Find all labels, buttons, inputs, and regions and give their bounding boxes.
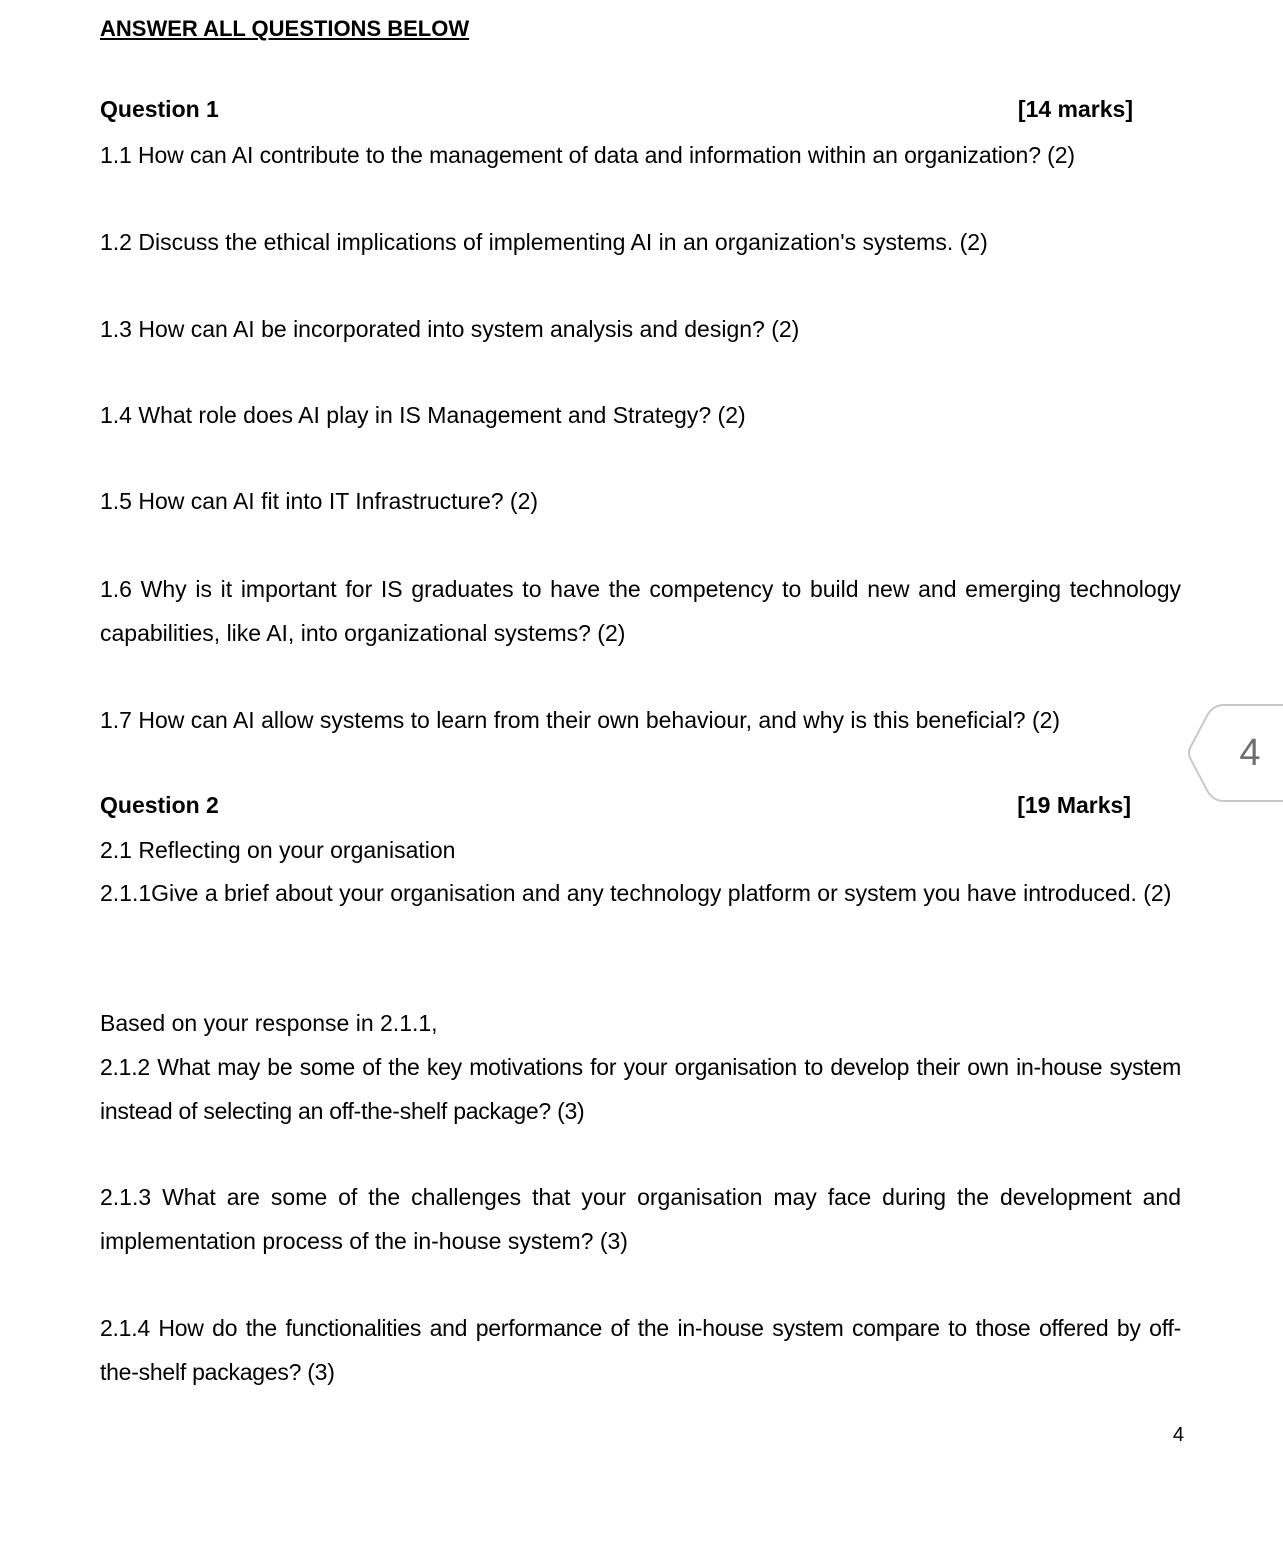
- question-1-6: 1.6 Why is it important for IS graduates to have the competency to build new and emerging technology capabilities, like AI, into organizational systems? (2): [100, 576, 1181, 646]
- question-2-1-2: 2.1.2 What may be some of the key motivations for your organisation to develop their own in-house system instead of selecting an off-the-shelf package? (3): [100, 1054, 1181, 1124]
- question-1-7: 1.7 How can AI allow systems to learn from their own behaviour, and why is this beneficial? (2): [100, 707, 1061, 733]
- question-2-1-1: 2.1.1Give a brief about your organisation and any technology platform or system you have introduced. (2): [100, 880, 1172, 906]
- question-2-subheading: 2.1 Reflecting on your organisation: [100, 837, 456, 863]
- question-1-title: Question 1: [100, 96, 219, 122]
- question-1-5: 1.5 How can AI fit into IT Infrastructure? (2): [100, 488, 539, 514]
- question-2-1-4: 2.1.4 How do the functionalities and performance of the in-house system compare to those offered by off-the-shelf packages? (3): [100, 1315, 1181, 1385]
- question-1-2: 1.2 Discuss the ethical implications of implementing AI in an organization's systems. (2): [100, 229, 988, 255]
- page-number: 4: [1172, 1424, 1184, 1446]
- question-2-intro: Based on your response in 2.1.1,: [100, 1010, 438, 1036]
- main-heading: ANSWER ALL QUESTIONS BELOW: [100, 16, 470, 41]
- question-2-1-3: 2.1.3 What are some of the challenges that your organisation may face during the development and implementation process of the in-house system? (3): [100, 1184, 1181, 1254]
- question-1-marks: [14 marks]: [1017, 96, 1133, 122]
- question-2-marks: [19 Marks]: [1017, 792, 1131, 818]
- question-1-1: 1.1 How can AI contribute to the management of data and information within an organization? (2): [100, 142, 1075, 168]
- question-1-4: 1.4 What role does AI play in IS Management and Strategy? (2): [100, 402, 746, 428]
- question-1-3: 1.3 How can AI be incorporated into system analysis and design? (2): [100, 316, 800, 342]
- page-tab-number: 4: [1239, 732, 1261, 774]
- question-1-header: [100, 96, 1133, 123]
- question-2-title: Question 2: [100, 792, 219, 818]
- page-indicator-tab[interactable]: [1188, 704, 1283, 802]
- question-2-header: [100, 792, 1131, 819]
